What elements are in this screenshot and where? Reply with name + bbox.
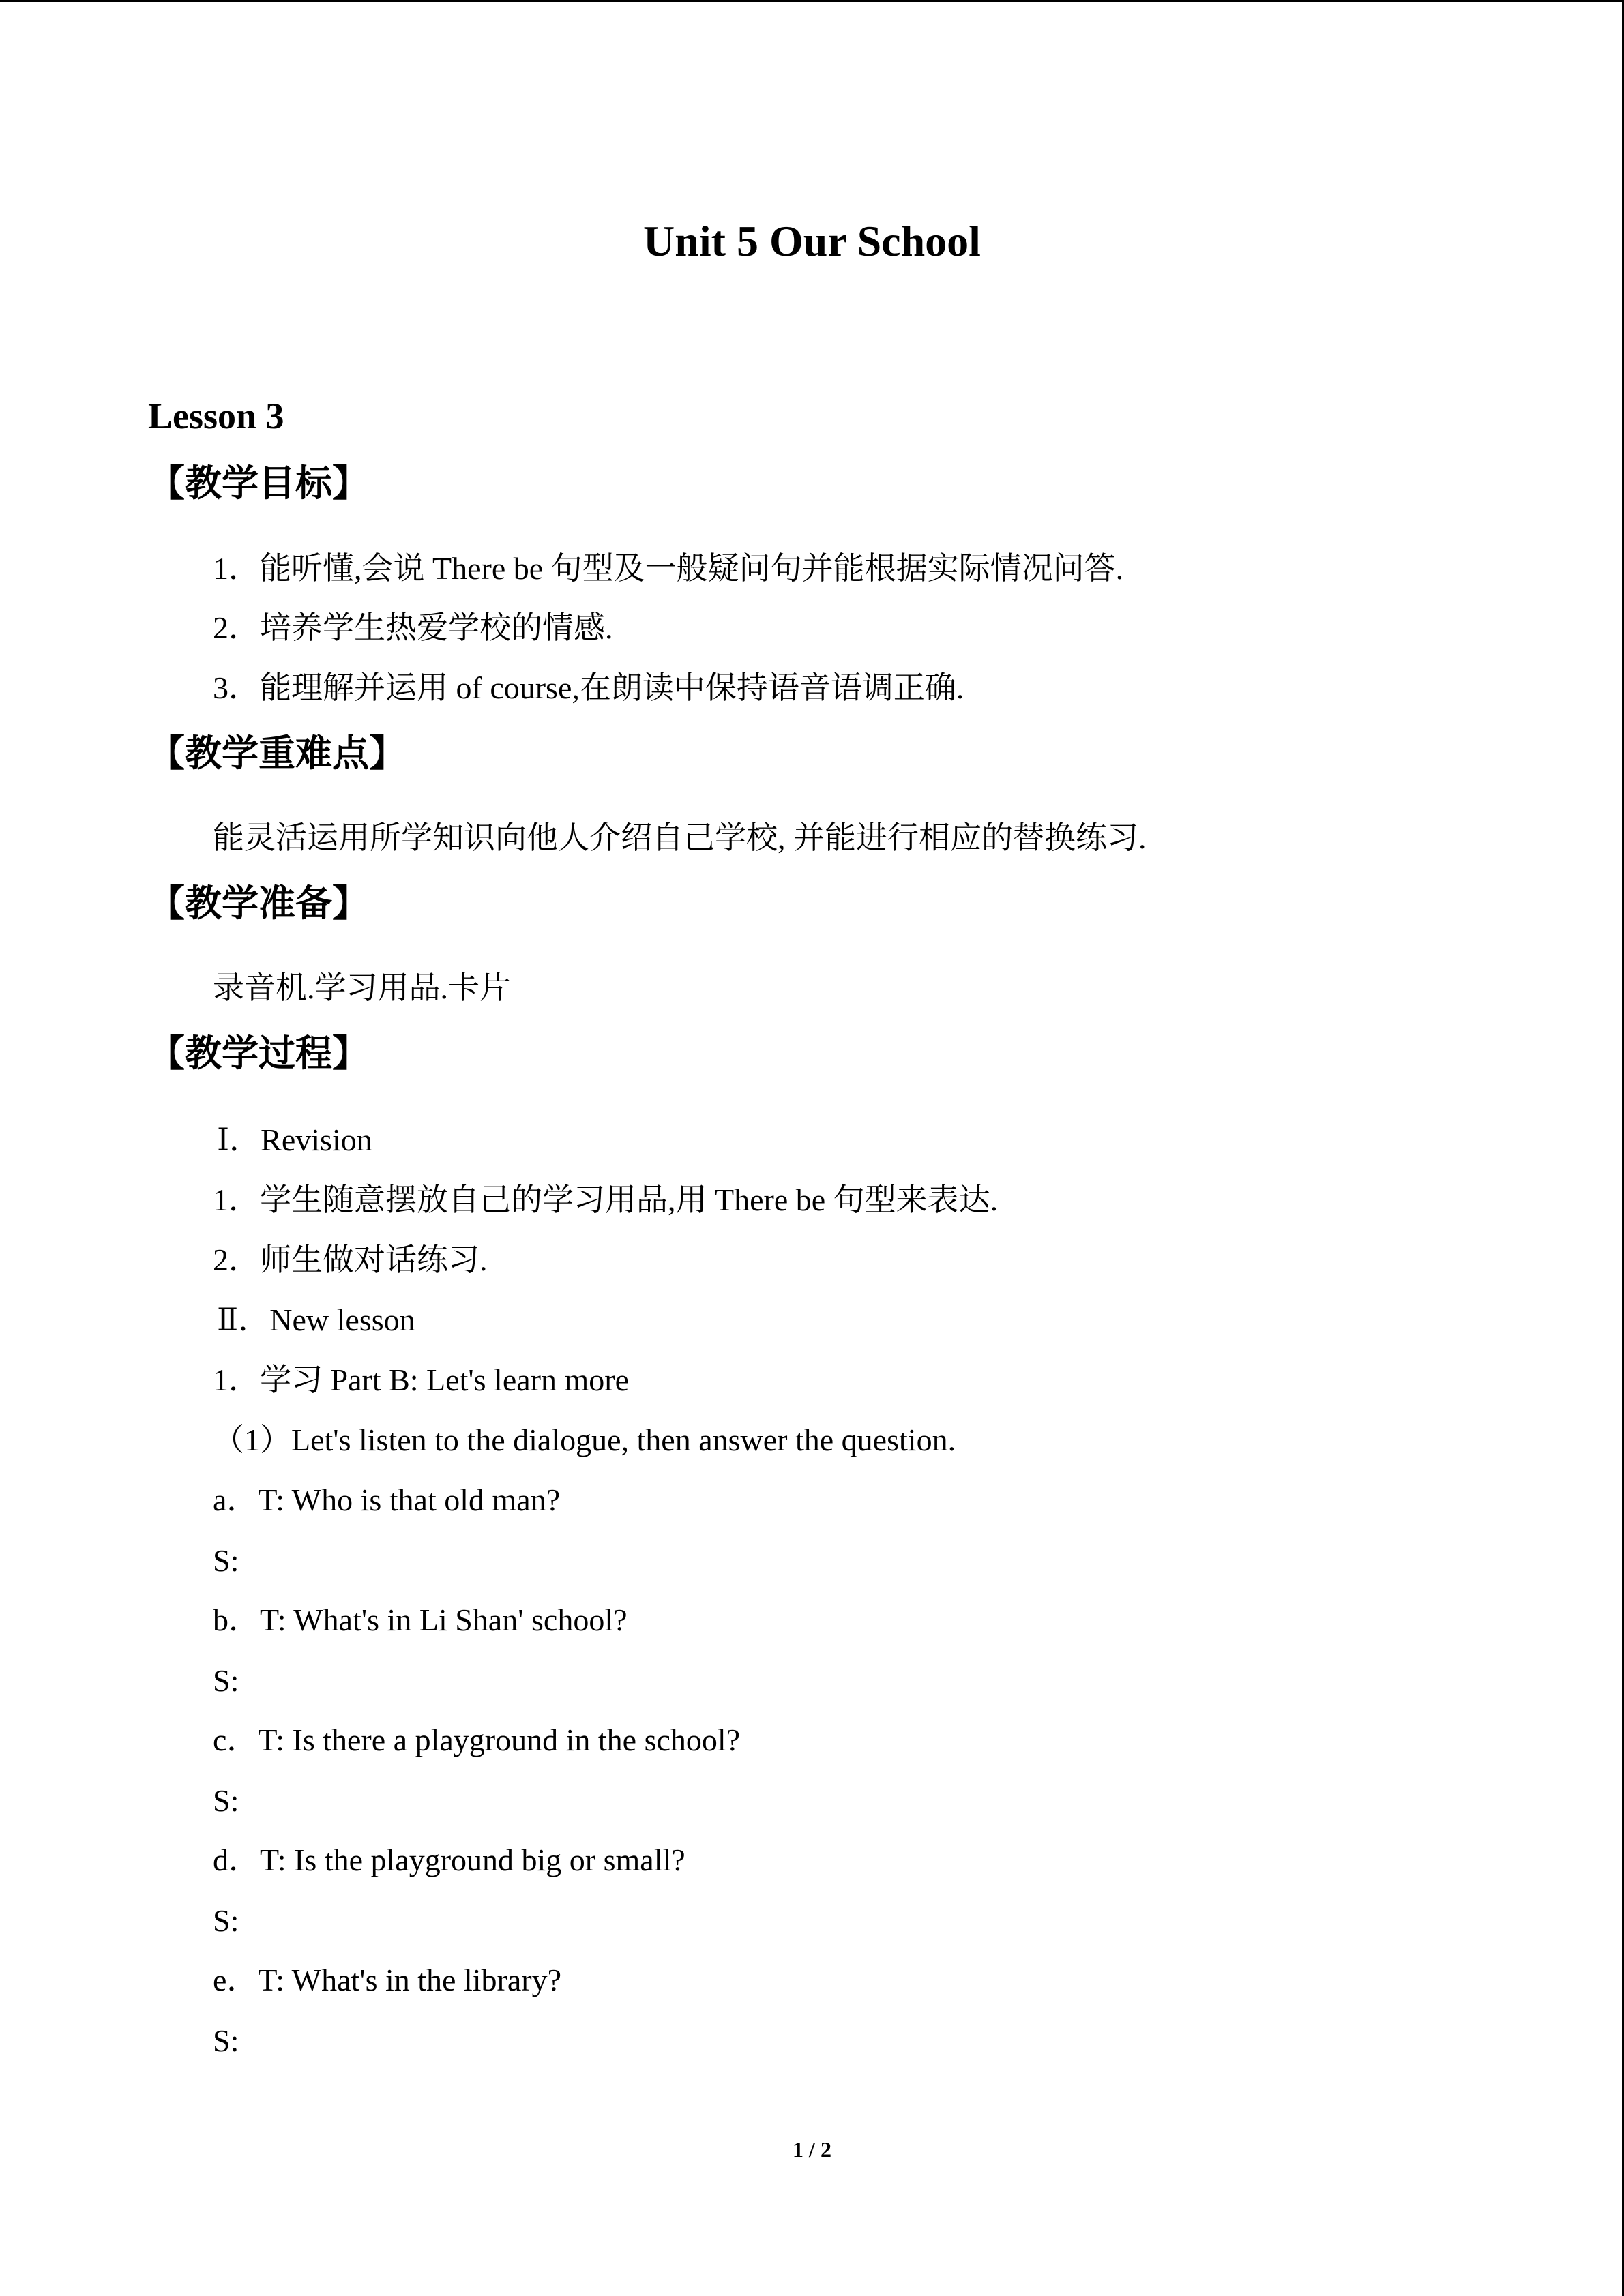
document-title: Unit 5 Our School [643, 217, 981, 265]
section-heading-process: 【教学过程】 [148, 1032, 369, 1075]
answer-b: S: [213, 1663, 239, 1698]
question-c: c．T: Is there a playground in the school? [213, 1723, 741, 1757]
key-points-text: 能灵活运用所学知识向他人介绍自己学校, 并能进行相应的替换练习. [213, 820, 1147, 855]
page-number: 1 / 2 [793, 2137, 831, 2162]
section-heading-preparation: 【教学准备】 [148, 882, 369, 925]
question-b: b．T: What's in Li Shan' school? [213, 1602, 628, 1637]
question-d: d．T: Is the playground big or small? [213, 1843, 685, 1877]
question-a: a．T: Who is that old man? [213, 1482, 561, 1517]
revision-item-2: 2．师生做对话练习. [213, 1242, 488, 1277]
preparation-text: 录音机.学习用品.卡片 [213, 970, 511, 1005]
answer-e: S: [213, 2023, 239, 2058]
answer-d: S: [213, 1903, 239, 1938]
objective-item-2: 2．培养学生热爱学校的情感. [213, 610, 613, 645]
question-e: e．T: What's in the library? [213, 1963, 561, 1997]
page-border-top [0, 0, 1624, 2]
section-heading-key-points: 【教学重难点】 [148, 732, 406, 775]
revision-item-1: 1．学生随意摆放自己的学习用品,用 There be 句型来表达. [213, 1182, 999, 1217]
answer-a: S: [213, 1543, 239, 1578]
objective-item-3: 3．能理解并运用 of course,在朗读中保持语音语调正确. [213, 670, 964, 705]
section-heading-objectives: 【教学目标】 [148, 462, 369, 505]
new-lesson-item-1: 1．学习 Part B: Let's learn more [213, 1362, 629, 1397]
listening-instruction: （1）Let's listen to the dialogue, then answer the question. [213, 1422, 956, 1457]
lesson-heading: Lesson 3 [148, 396, 284, 436]
new-lesson-title: Ⅱ．New lesson [217, 1302, 415, 1337]
objective-item-1: 1．能听懂,会说 There be 句型及一般疑问句并能根据实际情况问答. [213, 551, 1124, 586]
answer-c: S: [213, 1783, 239, 1818]
revision-title: Ⅰ．Revision [217, 1122, 372, 1157]
